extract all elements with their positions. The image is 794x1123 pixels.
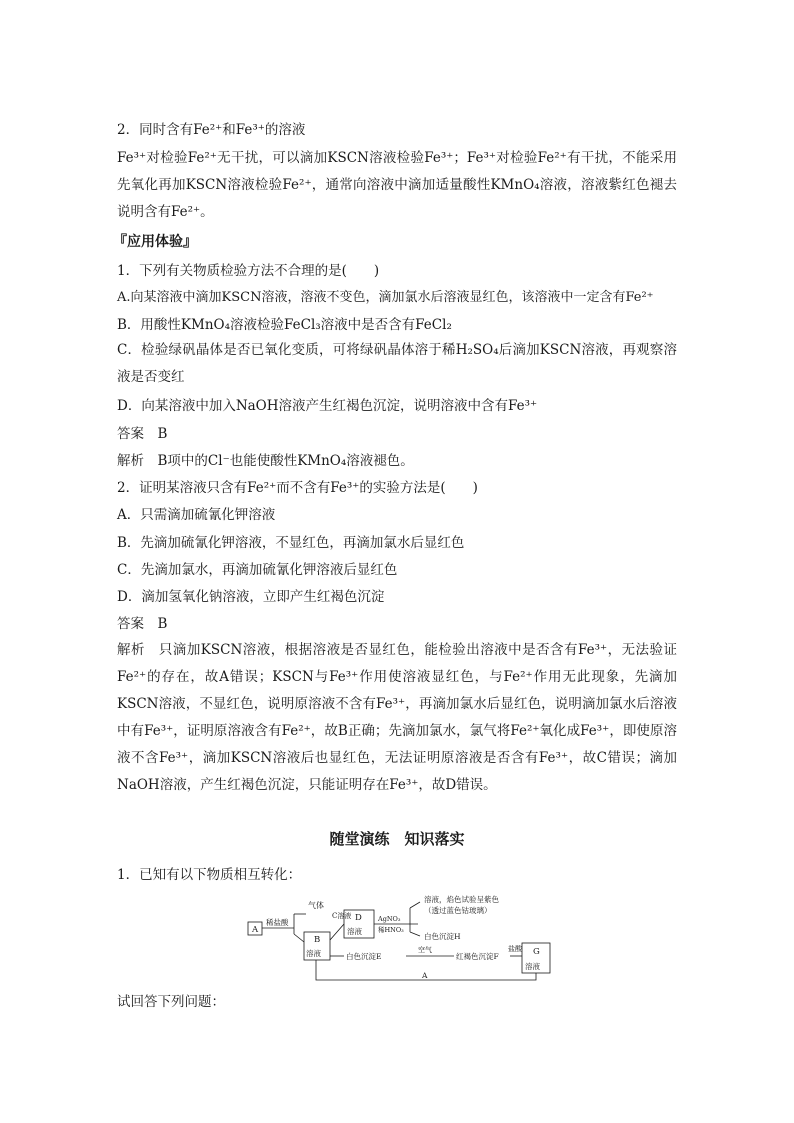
practice-heading: 随堂演练 知识落实 <box>329 830 465 848</box>
air-label: 空气 <box>418 946 432 954</box>
box-a-label: A <box>252 925 259 935</box>
box-b-top-label: B <box>314 935 321 945</box>
section-body: Fe³⁺对检验Fe²⁺无干扰，可以滴加KSCN溶液检验Fe³⁺；Fe³⁺对检验Fe²⁺有干扰，不能采用先氧化再加KSCN溶液检验Fe²⁺，通常向溶液中滴加适量酸性KMnO₄溶液，溶液紫红色褪去说明含有Fe²⁺。 <box>117 150 677 220</box>
followup-question: 试回答下列问题： <box>117 994 225 1010</box>
result-top-label: 溶液，焰色试验呈紫色 <box>424 895 499 904</box>
hno3-label: 稀HNO₃ <box>378 926 404 934</box>
q2-analysis: 解析 只滴加KSCN溶液，根据溶液是否显红色，能检验出溶液中是否含有Fe³⁺，无法验证Fe²⁺的存在，故A错误；KSCN与Fe³⁺作用使溶液显红色，与Fe²⁺作用无此现象，先滴加KSCN溶液，不显红色，说明原溶液不含有Fe³⁺，再滴加氯水后显红色，说明滴加氯水后溶液中有Fe³⁺，证明原溶液含有Fe²⁺，故B正确；先滴加氯水，氯气将Fe²⁺氧化成Fe³⁺，即使原溶液不含Fe³⁺，滴加KSCN溶液后也显红色，无法证明原溶液是否含有Fe³⁺，故C错误；滴加NaOH溶液，产生红褐色沉淀，只能证明存在Fe³⁺，故D错误。 <box>117 642 677 793</box>
reagent-hcl-label: 稀盐酸 <box>266 918 289 927</box>
box-b-bottom-label: 溶液 <box>306 949 321 958</box>
q1-option-b: B．用酸性KMnO₄溶液检验FeCl₃溶液中是否含有FeCl₂ <box>117 317 452 333</box>
q2-option-b: B．先滴加硫氰化钾溶液，不显红色，再滴加氯水后显红色 <box>117 535 465 551</box>
conversion-diagram <box>240 890 560 982</box>
box-g-top-label: G <box>533 947 540 957</box>
q1-option-a: A.向某溶液中滴加KSCN溶液，溶液不变色，滴加氯水后溶液显红色，该溶液中一定含有Fe²⁺ <box>117 290 654 305</box>
q2-option-c: C．先滴加氯水，再滴加硫氰化钾溶液后显红色 <box>117 562 398 578</box>
box-g-bottom-label: 溶液 <box>525 962 540 971</box>
red-brown-f-label: 红褐色沉淀F <box>456 952 499 961</box>
q1-analysis: 解析 B项中的Cl⁻也能使酸性KMnO₄溶液褪色。 <box>117 453 414 469</box>
box-d-top-label: D <box>355 913 362 923</box>
arrow-to-white-h <box>410 932 420 936</box>
q1-answer: 答案 B <box>117 426 168 442</box>
arrow-to-b <box>294 934 304 942</box>
q2-option-d: D．滴加氢氧化钠溶液，立即产生红褐色沉淀 <box>117 589 385 605</box>
agno3-label: AgNO₃ <box>378 915 401 923</box>
white-ppt-e-label: 白色沉淀E <box>346 952 382 961</box>
q1-option-d: D．向某溶液中加入NaOH溶液产生红褐色沉淀，说明溶液中含有Fe³⁺ <box>117 398 538 414</box>
return-a-label: A <box>422 971 428 980</box>
section-heading: 2．同时含有Fe²⁺和Fe³⁺的溶液 <box>117 122 306 138</box>
q2-option-a: A．只需滴加硫氰化钾溶液 <box>117 507 276 523</box>
white-ppt-h-label: 白色沉淀H <box>424 932 461 941</box>
practice-q1-stem: 1．已知有以下物质相互转化： <box>117 867 302 883</box>
result-top-note: （透过蓝色钴玻璃） <box>424 906 492 915</box>
q1-stem: 1．下列有关物质检验方法不合理的是( ) <box>117 263 380 279</box>
application-title: 『应用体验』 <box>113 234 197 250</box>
q2-answer: 答案 B <box>117 616 168 632</box>
arrow-to-result-top <box>410 902 420 908</box>
box-d-bottom-label: 溶液 <box>347 927 362 936</box>
gas-label: 气体 <box>308 901 324 910</box>
q2-stem: 2．证明某溶液只含有Fe²⁺而不含有Fe³⁺的实验方法是( ) <box>117 480 478 496</box>
c-label: C溶液 <box>332 912 352 920</box>
q1-option-c: C．检验绿矾晶体是否已氧化变质，可将绿矾晶体溶于稀H₂SO₄后滴加KSCN溶液，再观察溶液是否变红 <box>117 342 677 385</box>
hcl-label: 盐酸 <box>508 945 522 953</box>
arrow-b-to-d <box>330 924 344 940</box>
